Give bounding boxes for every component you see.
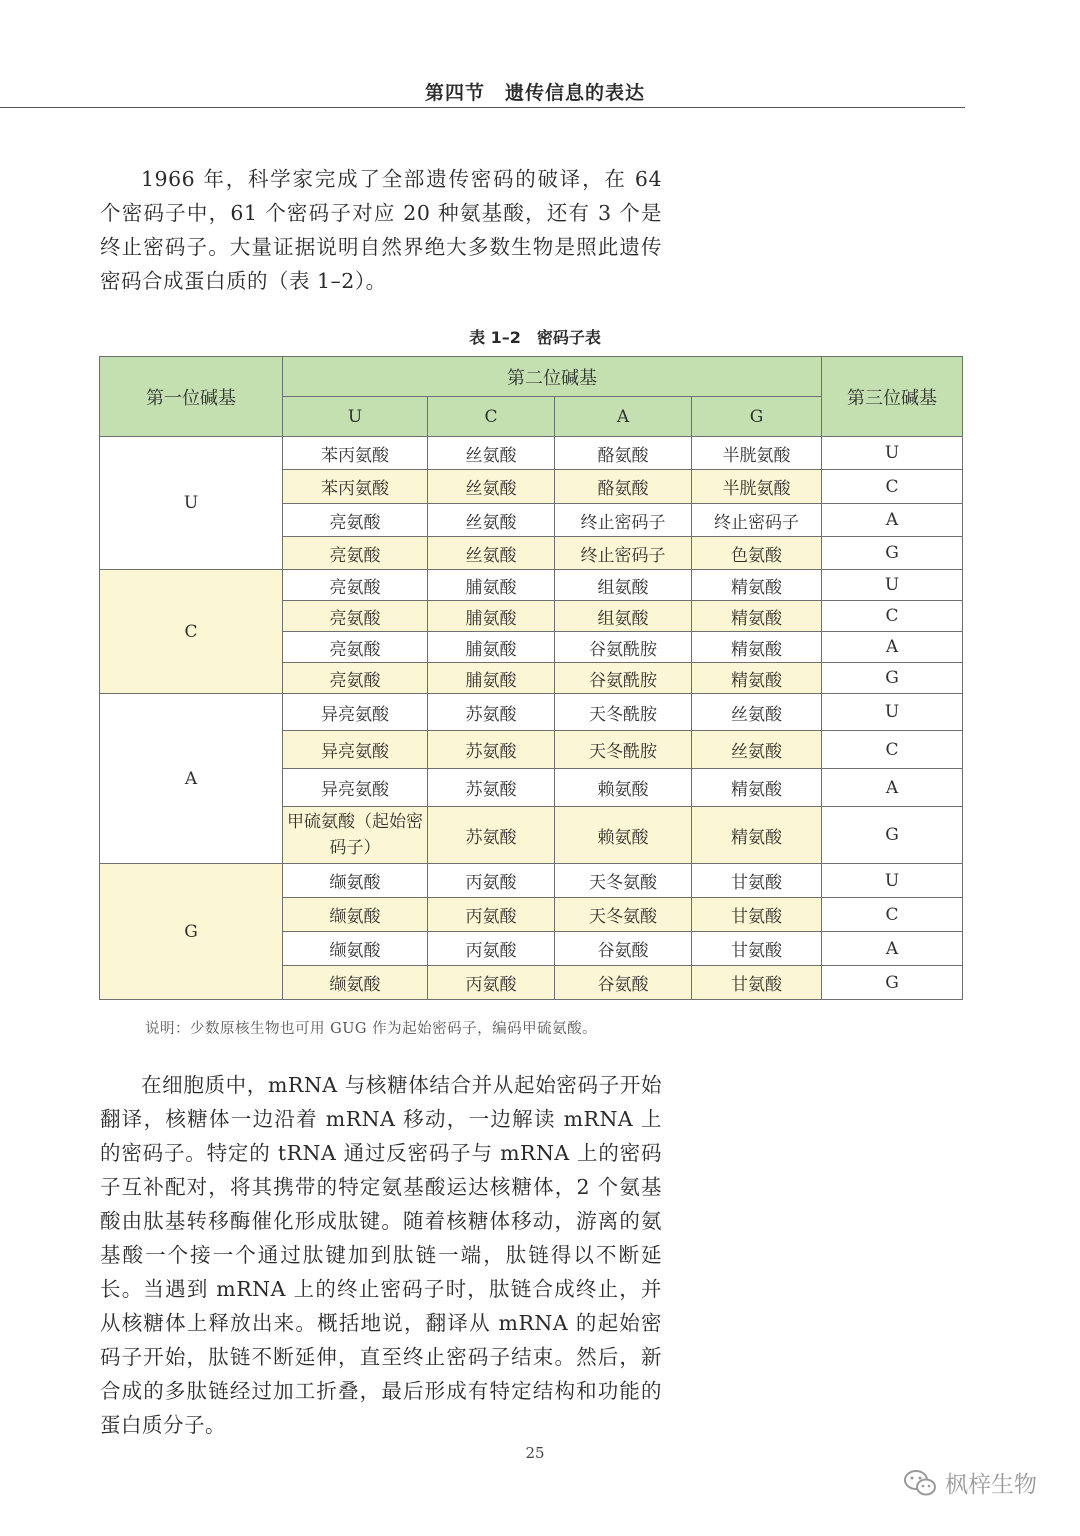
intro-paragraph: 1966 年，科学家完成了全部遗传密码的破译，在 64 个密码子中，61 个密码子对应 20 种氨基酸，还有 3 个是终止密码子。大量证据说明自然界绝大多数生物是照此遗传密码合成蛋白质的（表 1–2）。 (100, 167, 662, 293)
third-base-cell: U (822, 437, 963, 470)
amino-acid-cell: 组氨酸 (555, 601, 692, 632)
first-base-cell: U (100, 437, 283, 570)
third-base-cell: G (822, 807, 963, 864)
table-note: 说明：少数原核生物也可用 GUG 作为起始密码子，编码甲硫氨酸。 (145, 1021, 598, 1037)
second-base-c: C (428, 397, 555, 437)
amino-acid-cell: 精氨酸 (692, 601, 822, 632)
amino-acid-cell: 酪氨酸 (555, 470, 692, 504)
amino-acid-cell: 亮氨酸 (283, 537, 428, 570)
amino-acid-cell: 天冬氨酸 (555, 898, 692, 932)
third-base-cell: C (822, 601, 963, 632)
codon-table (99, 356, 963, 1000)
third-base-cell: C (822, 470, 963, 504)
table-caption: 表 1–2 密码子表 (469, 328, 601, 347)
amino-acid-cell: 苏氨酸 (428, 694, 555, 731)
first-base-cell: C (100, 570, 283, 694)
amino-acid-cell: 甘氨酸 (692, 966, 822, 1000)
page-header-title: 第四节 遗传信息的表达 (424, 82, 645, 104)
amino-acid-cell: 丙氨酸 (428, 864, 555, 898)
amino-acid-cell: 脯氨酸 (428, 570, 555, 601)
table-row (100, 437, 963, 470)
amino-acid-cell: 甘氨酸 (692, 932, 822, 966)
table-row (100, 570, 963, 601)
amino-acid-cell: 亮氨酸 (283, 601, 428, 632)
third-base-header: 第三位碱基 (822, 357, 963, 437)
codon-table-body (100, 437, 963, 1000)
amino-acid-cell: 苯丙氨酸 (283, 437, 428, 470)
wechat-icon (903, 1469, 937, 1497)
amino-acid-cell: 精氨酸 (692, 570, 822, 601)
amino-acid-cell: 丝氨酸 (692, 731, 822, 769)
amino-acid-cell: 缬氨酸 (283, 966, 428, 1000)
first-base-cell: A (100, 694, 283, 864)
first-base-cell: G (100, 864, 283, 1000)
amino-acid-cell: 丝氨酸 (428, 537, 555, 570)
amino-acid-cell: 天冬酰胺 (555, 731, 692, 769)
amino-acid-cell: 终止密码子 (555, 504, 692, 537)
amino-acid-cell: 甘氨酸 (692, 898, 822, 932)
amino-acid-cell: 精氨酸 (692, 663, 822, 694)
amino-acid-cell: 谷氨酰胺 (555, 663, 692, 694)
third-base-cell: C (822, 731, 963, 769)
amino-acid-cell: 精氨酸 (692, 807, 822, 864)
third-base-cell: U (822, 694, 963, 731)
amino-acid-cell: 谷氨酰胺 (555, 632, 692, 663)
amino-acid-cell: 异亮氨酸 (283, 731, 428, 769)
third-base-cell: G (822, 966, 963, 1000)
amino-acid-cell: 天冬酰胺 (555, 694, 692, 731)
amino-acid-cell: 缬氨酸 (283, 898, 428, 932)
amino-acid-cell: 异亮氨酸 (283, 769, 428, 807)
second-base-header: 第二位碱基 (283, 357, 822, 397)
amino-acid-cell: 缬氨酸 (283, 864, 428, 898)
amino-acid-cell: 缬氨酸 (283, 932, 428, 966)
third-base-cell: A (822, 932, 963, 966)
amino-acid-cell: 色氨酸 (692, 537, 822, 570)
third-base-cell: A (822, 504, 963, 537)
amino-acid-cell: 异亮氨酸 (283, 694, 428, 731)
amino-acid-cell: 酪氨酸 (555, 437, 692, 470)
amino-acid-cell: 亮氨酸 (283, 570, 428, 601)
amino-acid-cell: 丙氨酸 (428, 932, 555, 966)
amino-acid-cell: 丝氨酸 (428, 504, 555, 537)
third-base-cell: A (822, 632, 963, 663)
amino-acid-cell: 赖氨酸 (555, 769, 692, 807)
amino-acid-cell: 谷氨酸 (555, 966, 692, 1000)
body-paragraph: 在细胞质中，mRNA 与核糖体结合并从起始密码子开始翻译，核糖体一边沿着 mRNA 移动，一边解读 mRNA 上的密码子。特定的 tRNA 通过反密码子与 mRNA 上的密码子互补配对，将其携带的特定氨基酸运达核糖体，2 个氨基酸由肽基转移酶催化形成肽键。随着核糖体移动，游离的氨基酸一个接一个通过肽键加到肽链一端，肽链得以不断延长。当遇到 mRNA 上的终止密码子时，肽链合成终止，并从核糖体上释放出来。概括地说，翻译从 mRNA 的起始密码子开始，肽链不断延伸，直至终止密码子结束。然后，新合成的多肽链经过加工折叠，最后形成有特定结构和功能的蛋白质分子。 (100, 1073, 662, 1437)
second-base-g: G (692, 397, 822, 437)
amino-acid-cell: 精氨酸 (692, 632, 822, 663)
second-base-a: A (555, 397, 692, 437)
amino-acid-cell: 组氨酸 (555, 570, 692, 601)
amino-acid-cell: 精氨酸 (692, 769, 822, 807)
amino-acid-cell: 苏氨酸 (428, 731, 555, 769)
amino-acid-cell: 终止密码子 (692, 504, 822, 537)
amino-acid-cell: 赖氨酸 (555, 807, 692, 864)
second-base-u: U (283, 397, 428, 437)
amino-acid-cell: 苏氨酸 (428, 807, 555, 864)
amino-acid-cell: 半胱氨酸 (692, 437, 822, 470)
amino-acid-cell: 脯氨酸 (428, 632, 555, 663)
amino-acid-cell: 半胱氨酸 (692, 470, 822, 504)
third-base-cell: A (822, 769, 963, 807)
amino-acid-cell: 甲硫氨酸（起始密码子） (283, 807, 428, 864)
third-base-cell: C (822, 898, 963, 932)
amino-acid-cell: 苯丙氨酸 (283, 470, 428, 504)
page-number: 25 (525, 1444, 545, 1462)
header-divider (0, 107, 965, 108)
third-base-cell: U (822, 570, 963, 601)
amino-acid-cell: 丝氨酸 (692, 694, 822, 731)
watermark (903, 1466, 1037, 1499)
third-base-cell: U (822, 864, 963, 898)
third-base-cell: G (822, 537, 963, 570)
amino-acid-cell: 亮氨酸 (283, 663, 428, 694)
amino-acid-cell: 丙氨酸 (428, 898, 555, 932)
amino-acid-cell: 脯氨酸 (428, 601, 555, 632)
amino-acid-cell: 天冬氨酸 (555, 864, 692, 898)
amino-acid-cell: 终止密码子 (555, 537, 692, 570)
watermark-text: 枫梓生物 (945, 1472, 1037, 1498)
amino-acid-cell: 丝氨酸 (428, 470, 555, 504)
amino-acid-cell: 苏氨酸 (428, 769, 555, 807)
first-base-header: 第一位碱基 (100, 357, 283, 437)
amino-acid-cell: 谷氨酸 (555, 932, 692, 966)
third-base-cell: G (822, 663, 963, 694)
amino-acid-cell: 亮氨酸 (283, 504, 428, 537)
amino-acid-cell: 甘氨酸 (692, 864, 822, 898)
amino-acid-cell: 脯氨酸 (428, 663, 555, 694)
amino-acid-cell: 丙氨酸 (428, 966, 555, 1000)
table-row (100, 864, 963, 898)
amino-acid-cell: 丝氨酸 (428, 437, 555, 470)
table-row (100, 694, 963, 731)
amino-acid-cell: 亮氨酸 (283, 632, 428, 663)
